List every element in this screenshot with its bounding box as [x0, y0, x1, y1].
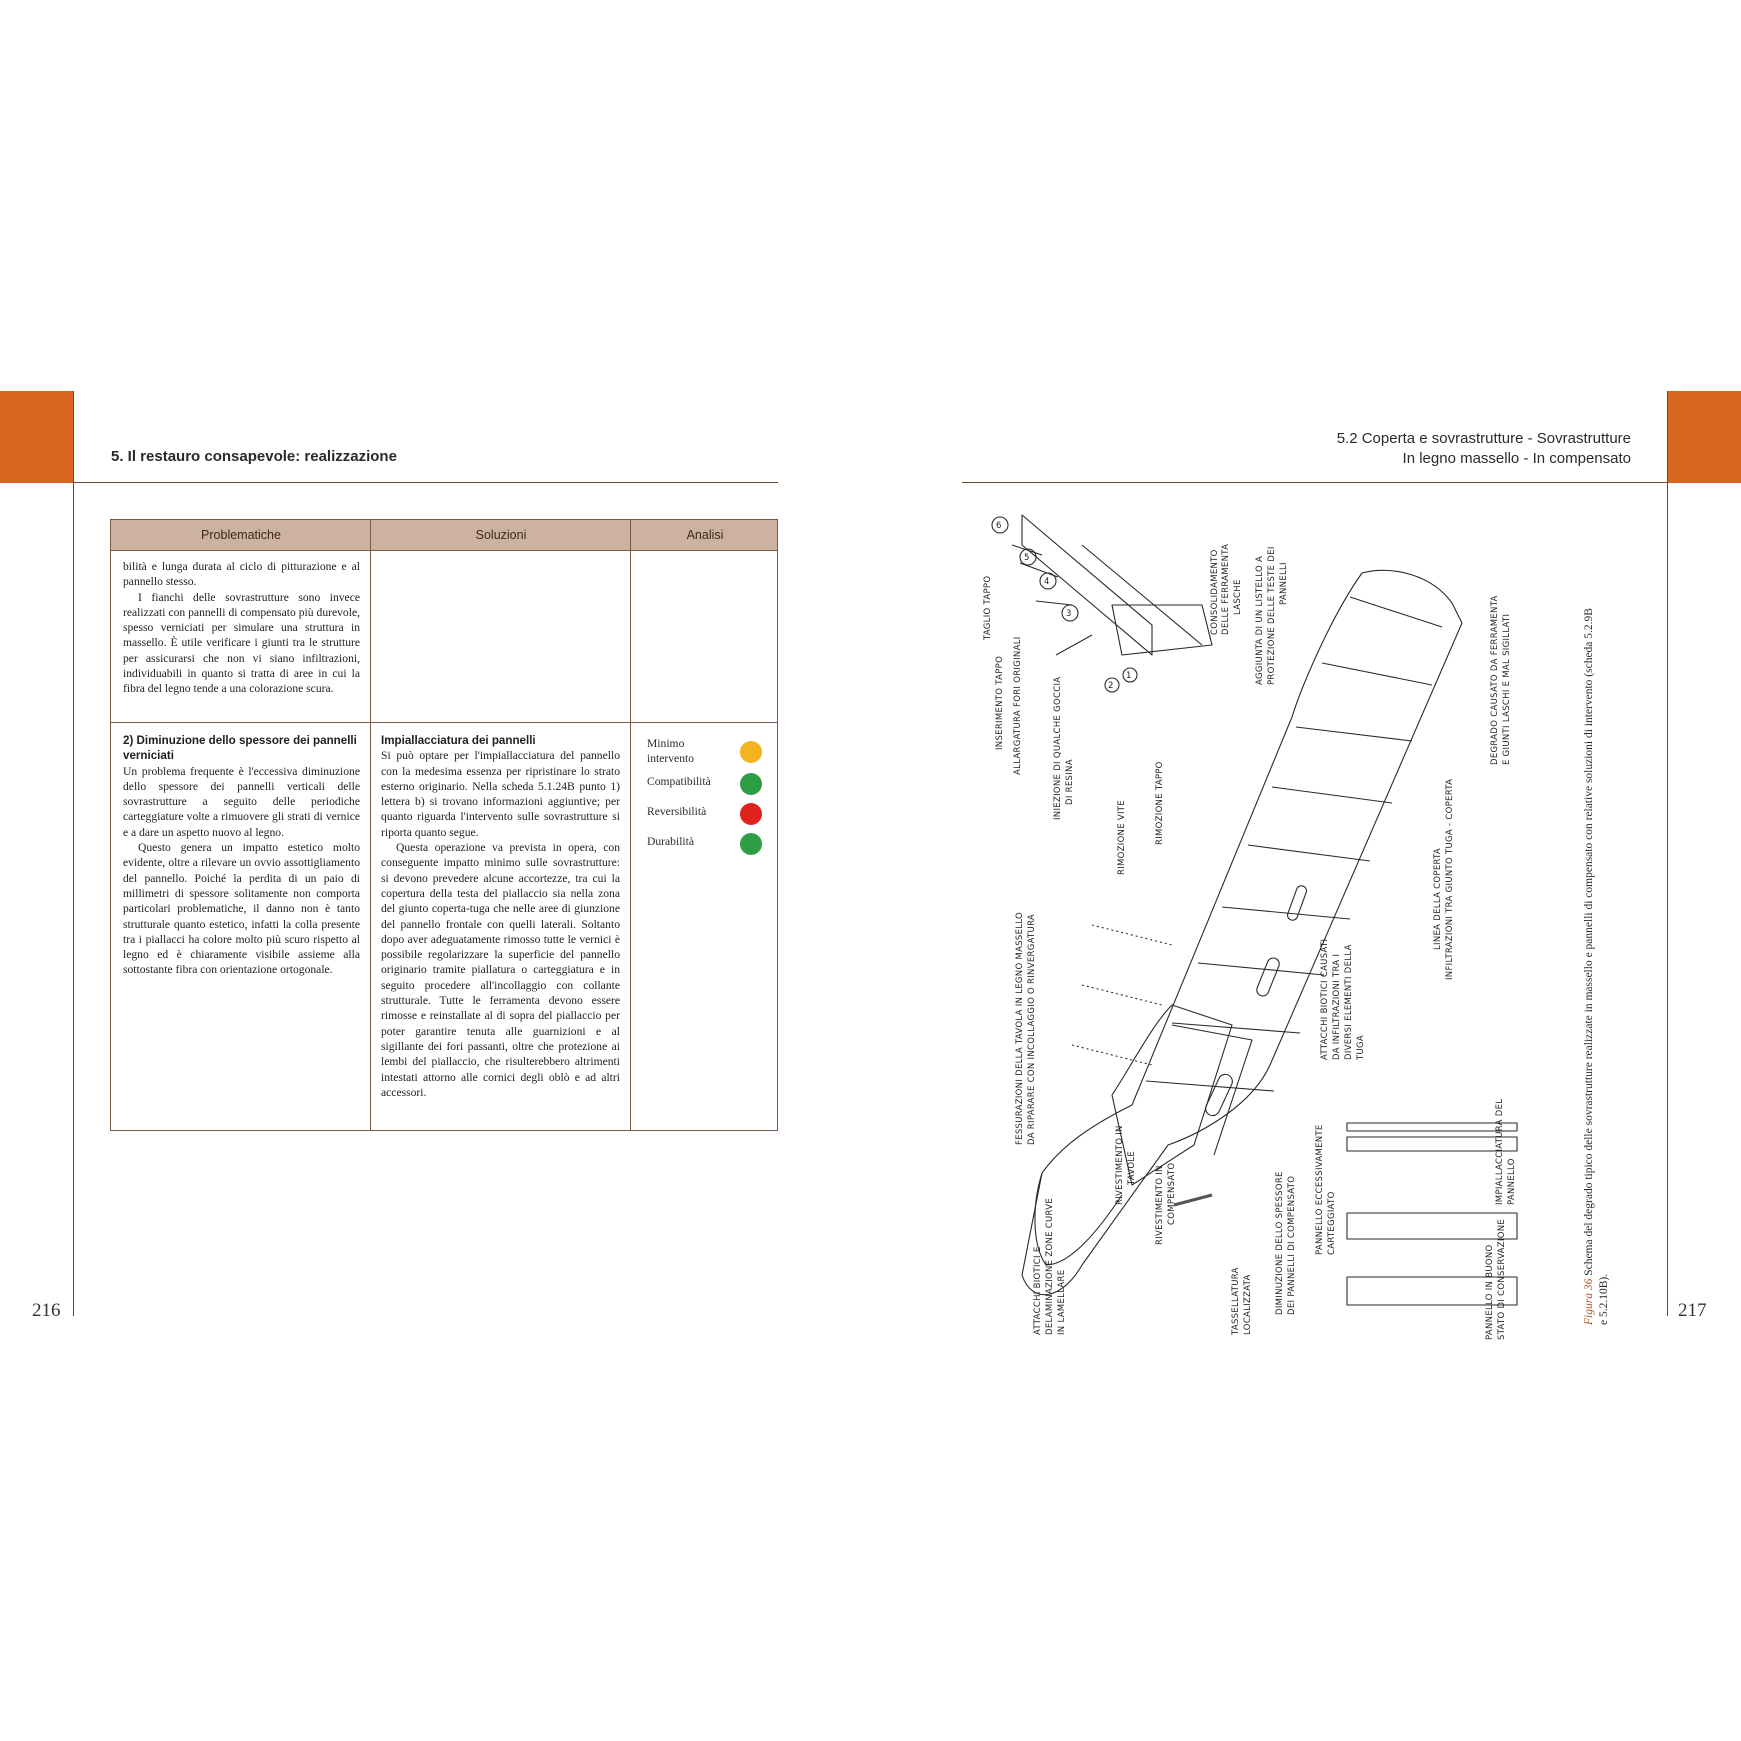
row1-problematiche-cell [123, 559, 360, 697]
svg-text:INIEZIONE DI QUALCHE GOCCIA: INIEZIONE DI QUALCHE GOCCIA [1053, 676, 1063, 820]
svg-text:ALLARGATURA FORI ORIGINALI: ALLARGATURA FORI ORIGINALI [1013, 636, 1023, 775]
svg-text:DELLE FERRAMENTA: DELLE FERRAMENTA [1221, 543, 1231, 635]
svg-text:STATO DI CONSERVAZIONE: STATO DI CONSERVAZIONE [1497, 1218, 1507, 1340]
row2-problem-paragraph: Un problema frequente è l'eccessiva diminuzione dello spessore dei pannelli verticali delle sovrastrutture a seguito delle periodiche carteggiature volte a rimuovere gli strati di vernice e a dare un aspetto nuovo al legno. [123, 764, 360, 839]
svg-text:PANNELLO: PANNELLO [1507, 1158, 1517, 1205]
svg-text:DEGRADO CAUSATO DA FERRAMENTA: DEGRADO CAUSATO DA FERRAMENTA [1490, 595, 1500, 765]
sketch-labels [983, 521, 1517, 1340]
right-orange-tab [1668, 391, 1741, 483]
section-title-line2: In legno massello - In compensato [1402, 450, 1631, 467]
svg-text:DI RESINA: DI RESINA [1065, 759, 1075, 805]
svg-text:IN LAMELLARE: IN LAMELLARE [1057, 1269, 1067, 1335]
figure-caption-text: Schema del degrado tipico delle sovrastrutture realizzate in massello e pannelli di compensato con relative soluzioni di intervento (scheda 5.2.9B e 5.2.10B). [1583, 608, 1610, 1325]
figure-caption [1582, 605, 1612, 1325]
analisi-label: Minimo intervento [647, 737, 695, 765]
svg-text:TUGA: TUGA [1356, 1034, 1366, 1060]
analysis-table [110, 519, 778, 1131]
svg-text:CARTEGGIATO: CARTEGGIATO [1327, 1191, 1337, 1255]
row-divider [111, 722, 777, 723]
row1-paragraph: I fianchi delle sovrastrutture sono invece realizzati con pannelli di compensato più durevole, spesso verniciati per simulare una struttura in massello. È utile verificare i giunti tra le strutture per assicurarsi che non vi siano infiltrazioni, individuabili in quanto si tratta di aree in cui la fibra del legno tende a una colorazione scura. [123, 590, 360, 696]
row1-paragraph: bilità e lunga durata al ciclo di pitturazione e al pannello stesso. [123, 560, 360, 589]
header-soluzioni: Soluzioni [475, 528, 527, 542]
svg-text:ATTACCHI BIOTICI E: ATTACCHI BIOTICI E [1033, 1246, 1043, 1335]
svg-text:DIVERSI ELEMENTI DELLA: DIVERSI ELEMENTI DELLA [1344, 944, 1354, 1060]
svg-text:DA INFILTRAZIONI TRA I: DA INFILTRAZIONI TRA I [1332, 953, 1342, 1060]
svg-text:PANNELLI: PANNELLI [1279, 562, 1289, 605]
svg-text:4: 4 [1044, 577, 1050, 587]
svg-text:RIMOZIONE VITE: RIMOZIONE VITE [1117, 800, 1127, 875]
rating-dot-icon [740, 773, 762, 795]
analisi-minimo-intervento [647, 736, 777, 766]
table-header [111, 520, 777, 551]
svg-text:RIVESTIMENTO IN: RIVESTIMENTO IN [1155, 1165, 1165, 1245]
row2-solution-title: Impiallacciatura dei pannelli [381, 734, 536, 747]
section-title-line1: 5.2 Coperta e sovrastrutture - Sovrastrutture [1336, 430, 1631, 447]
row2-solution-paragraph: Questa operazione va prevista in opera, con conseguente impatto minimo sulle sovrastrutture: si devono prevedere alcune accortezze, tra cui la copertura della testa del piallaccio sia nella zona del giunto coperta-tuga che nelle aree di giunzione del pannello frontale con quelli laterali. Soltanto dopo aver adeguatamente rimosso tutte le vernici è possibile regolarizzare la superficie del pannello originario tramite piallatura o carteggiatura e in seguito procedere all'incollaggio con collante strutturale. Tutte le ferramenta devono essere rimosse e reinstallate al di sopra del piallaccio per poter garantire tenuta alle guarnizioni e al sigillante dei fori passanti, oltre che protezione ai lembi del piallaccio, che risulterebbero altrimenti intestati attorno alle cornici degli oblò e ad altri accessori. [381, 841, 620, 1099]
analisi-label: Compatibilità [647, 775, 711, 788]
left-orange-tab [0, 391, 73, 483]
figure-label: Figura 36 [1583, 1278, 1595, 1325]
left-margin-line [73, 391, 74, 1316]
analisi-reversibilita [647, 804, 777, 828]
row2-problem-paragraph: Questo genera un impatto estetico molto evidente, oltre a rilevare un ovvio assottigliamento del pannello. Poiché la perdita di un paio di millimetri di spessore solitamente non comporta particolari problematiche, il danno non è tanto strutturale quanto estetico, infatti la colla presente tra i piallacci ha colore molto più scuro rispetto al legno ed è chiaramente visibile assieme alla sottostante fibra con orientazione ortogonale. [123, 841, 360, 977]
sketch-drawing [962, 505, 1522, 1340]
svg-text:INFILTRAZIONI TRA GIUNTO TUGA: INFILTRAZIONI TRA GIUNTO TUGA - COPERTA [1445, 778, 1455, 980]
analisi-compatibilita [647, 774, 777, 798]
svg-text:E GIUNTI LASCHI E MAL SIGILLAT: E GIUNTI LASCHI E MAL SIGILLATI [1502, 613, 1512, 765]
analisi-label: Durabilità [647, 835, 695, 848]
chapter-title: 5. Il restauro consapevole: realizzazione [111, 448, 397, 465]
rating-dot-icon [740, 833, 762, 855]
right-header-rule [962, 482, 1668, 483]
svg-text:FESSURAZIONI DELLA TAVOLA IN L: FESSURAZIONI DELLA TAVOLA IN LEGNO MASSELLO [1015, 911, 1025, 1145]
analisi-durabilita [647, 834, 777, 858]
row2-soluzioni-cell [381, 733, 620, 1100]
svg-text:TASSELLATURA: TASSELLATURA [1231, 1267, 1241, 1335]
svg-text:6: 6 [996, 521, 1002, 531]
svg-text:COMPENSATO: COMPENSATO [1167, 1162, 1177, 1225]
svg-text:DEI PANNELLI DI COMPENSATO: DEI PANNELLI DI COMPENSATO [1287, 1175, 1297, 1315]
header-analisi: Analisi [686, 528, 724, 542]
analisi-label: Reversibilità [647, 805, 707, 818]
svg-text:TAGLIO TAPPO: TAGLIO TAPPO [983, 575, 993, 640]
column-divider [370, 520, 371, 1130]
svg-text:DELAMINAZIONE ZONE CURVE: DELAMINAZIONE ZONE CURVE [1045, 1197, 1055, 1335]
column-divider [630, 520, 631, 1130]
svg-text:LINEA DELLA COPERTA: LINEA DELLA COPERTA [1433, 847, 1443, 950]
svg-text:RIVESTIMENTO IN: RIVESTIMENTO IN [1115, 1125, 1125, 1205]
svg-text:LASCHE: LASCHE [1233, 579, 1243, 615]
section-title [1337, 429, 1631, 469]
rating-dot-icon [740, 803, 762, 825]
svg-text:1: 1 [1126, 671, 1132, 681]
svg-text:LOCALIZZATA: LOCALIZZATA [1243, 1274, 1253, 1335]
rating-dot-icon [740, 741, 762, 763]
page-number-left: 216 [32, 1300, 61, 1321]
analisi-legend [647, 736, 777, 876]
row2-problem-title: 2) Diminuzione dello spessore dei pannelli verniciati [123, 734, 357, 763]
svg-text:TAVOLE: TAVOLE [1127, 1150, 1137, 1185]
svg-text:DA RIPARARE CON INCOLLAGGIO O: DA RIPARARE CON INCOLLAGGIO O RINVERGATURA [1027, 913, 1037, 1145]
page-number-right: 217 [1678, 1300, 1707, 1321]
svg-text:DIMINUZIONE DELLO SPESSORE: DIMINUZIONE DELLO SPESSORE [1275, 1171, 1285, 1315]
svg-text:CONSOLIDAMENTO: CONSOLIDAMENTO [1210, 549, 1220, 635]
svg-text:AGGIUNTA DI UN LISTELLO A: AGGIUNTA DI UN LISTELLO A [1255, 555, 1265, 685]
svg-text:3: 3 [1066, 609, 1072, 619]
svg-text:IMPIALLACCIATURA DEL: IMPIALLACCIATURA DEL [1495, 1098, 1505, 1205]
right-margin-line [1667, 391, 1668, 1316]
svg-text:ATTACCHI BIOTICI CAUSATI: ATTACCHI BIOTICI CAUSATI [1320, 938, 1330, 1060]
svg-text:2: 2 [1108, 681, 1114, 691]
svg-text:5: 5 [1024, 553, 1030, 563]
svg-text:RIMOZIONE TAPPO: RIMOZIONE TAPPO [1155, 761, 1165, 845]
row2-problematiche-cell [123, 733, 360, 978]
left-header-rule [73, 482, 778, 483]
svg-text:PROTEZIONE DELLE TESTE DEI: PROTEZIONE DELLE TESTE DEI [1267, 546, 1277, 685]
svg-text:PANNELLO ECCESSIVAMENTE: PANNELLO ECCESSIVAMENTE [1315, 1124, 1325, 1255]
svg-text:PANNELLO IN BUONO: PANNELLO IN BUONO [1485, 1244, 1495, 1340]
header-problematiche: Problematiche [201, 528, 281, 542]
svg-text:INSERIMENTO TAPPO: INSERIMENTO TAPPO [995, 655, 1005, 750]
boat-superstructure-sketch [962, 505, 1522, 1340]
row2-solution-paragraph: Si può optare per l'impiallacciatura del pannello con la medesima essenza per ripristinare lo strato esterno originario. Nella scheda 5.1.24B punto 1) lettera b) si trovano informazioni aggiuntive; per quanto riguarda l'intervento sulle sovrastrutture si riporta quanto segue. [381, 749, 620, 839]
